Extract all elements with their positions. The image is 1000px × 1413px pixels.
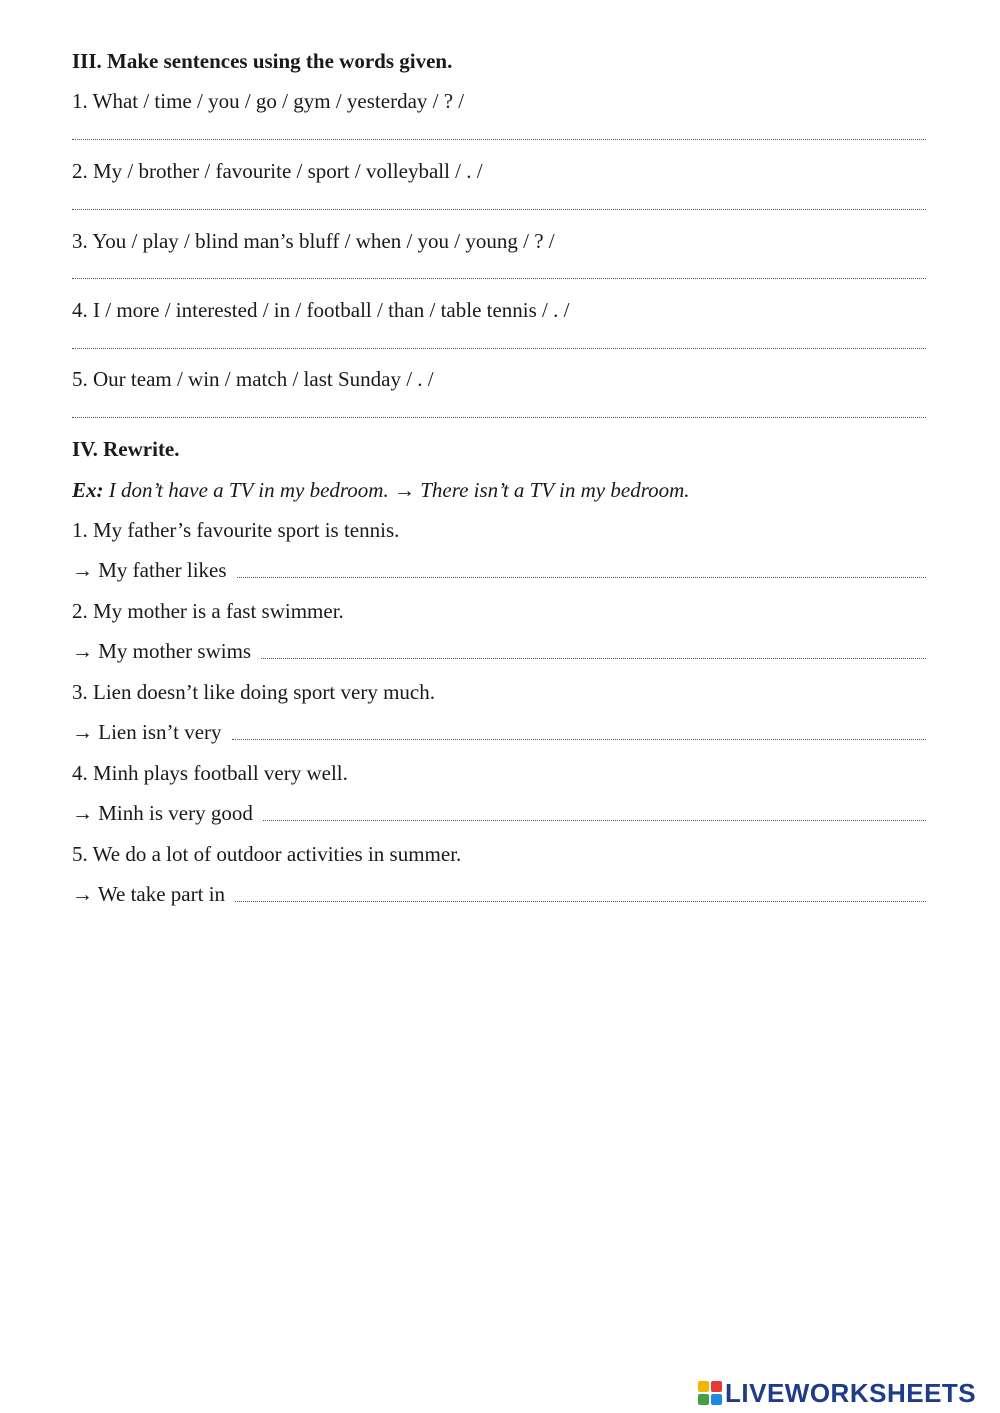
rewrite-prompt-1: 1. My father’s favourite sport is tennis. [72, 518, 400, 542]
answer-line-4[interactable] [72, 348, 926, 349]
rewrite-prompt-2: 2. My mother is a fast swimmer. [72, 599, 344, 623]
rewrite-prompt-3: 3. Lien doesn’t like doing sport very much. [72, 680, 435, 704]
answer-line-5[interactable] [72, 417, 926, 418]
rewrite-prompt-5: 5. We do a lot of outdoor activities in summer. [72, 842, 462, 866]
sentence-prompt-3: 3. You / play / blind man’s bluff / when / you / young / ? / [72, 229, 555, 253]
sentence-prompt-1: 1. What / time / you / go / gym / yesterday / ? / [72, 89, 465, 113]
logo-tile-2 [711, 1381, 722, 1392]
section-4-title: IV. Rewrite. [72, 437, 180, 461]
answer-line-1[interactable] [72, 139, 926, 140]
answer-line-3[interactable] [72, 278, 926, 279]
rewrite-answer-line-4[interactable] [263, 820, 926, 821]
rewrite-answer-line-3[interactable] [232, 739, 926, 740]
liveworksheets-logo-icon [698, 1381, 722, 1405]
rewrite-answer-row-5 [72, 882, 926, 906]
rewrite-answer-row-1 [72, 558, 926, 582]
rewrite-answer-row-4 [72, 801, 926, 825]
example-label: Ex: [72, 478, 104, 502]
rewrite-answer-row-2 [72, 639, 926, 663]
rewrite-answer-prefix-3: → Lien isn’t very [72, 720, 222, 744]
logo-tile-3 [698, 1394, 709, 1405]
sentence-prompt-5: 5. Our team / win / match / last Sunday / . / [72, 367, 434, 391]
rewrite-answer-row-3 [72, 720, 926, 744]
rewrite-answer-line-1[interactable] [237, 577, 926, 578]
answer-line-2[interactable] [72, 209, 926, 210]
rewrite-answer-line-5[interactable] [235, 901, 926, 902]
rewrite-prompt-4: 4. Minh plays football very well. [72, 761, 348, 785]
logo-tile-4 [711, 1394, 722, 1405]
example-text: I don’t have a TV in my bedroom. → There isn’t a TV in my bedroom. [108, 478, 690, 502]
rewrite-answer-prefix-1: → My father likes [72, 558, 227, 582]
sentence-prompt-2: 2. My / brother / favourite / sport / volleyball / . / [72, 159, 483, 183]
rewrite-answer-prefix-5: → We take part in [72, 882, 226, 906]
rewrite-answer-prefix-2: → My mother swims [72, 639, 252, 663]
logo-tile-1 [698, 1381, 709, 1392]
section-3-title: III. Make sentences using the words given. [72, 49, 453, 73]
logo-text: LIVEWORKSHEETS [725, 1378, 977, 1408]
sentence-prompt-4: 4. I / more / interested / in / football / than / table tennis / . / [72, 298, 570, 322]
liveworksheets-logo[interactable] [698, 1379, 976, 1407]
rewrite-answer-prefix-4: → Minh is very good [72, 801, 253, 825]
rewrite-answer-line-2[interactable] [261, 658, 926, 659]
example-sentence [72, 478, 690, 502]
